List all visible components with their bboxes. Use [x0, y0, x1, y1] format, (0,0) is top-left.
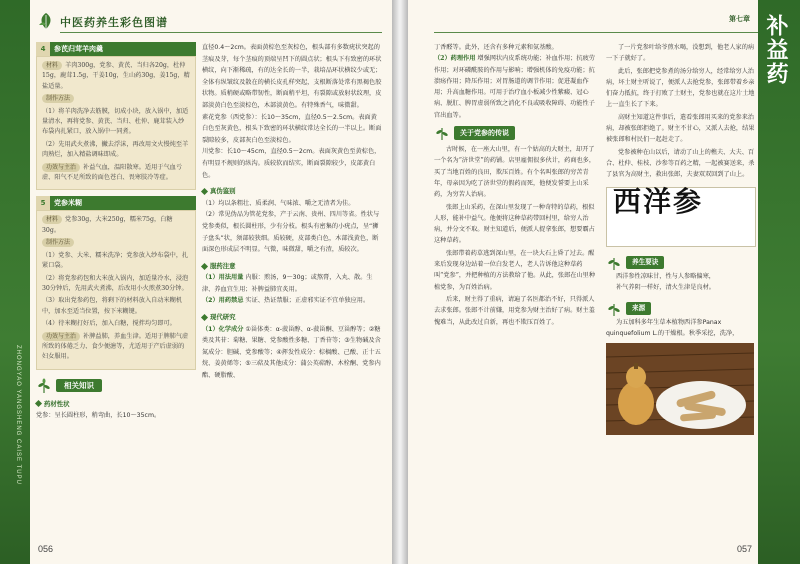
paragraph-3: 川党参：长10～45cm，直径0.5～2cm。表面灰黄色至黄棕色，有明显不规则的纵沟。质较软而结实，断面裂隙较少，皮部黄白色。 [202, 148, 381, 179]
recipe-5-tab [36, 196, 196, 210]
page-number-right: 057 [736, 544, 752, 554]
book-spine [392, 0, 408, 564]
story-continued [606, 42, 756, 181]
story-right-4: 党参被种在山以后，请动了山上的樵夫、大夫、百合、杜仲、桂枝、沙参等百药之精，一起被赛送来，杀了县官为高财主，救出张郎，夫妻双双回到了山上。 [606, 148, 755, 179]
recipe-4-name: 参芪归茸羊肉羹 [54, 45, 103, 53]
recipe-5-method-1: （1）党参、大米、糯米洗净；党参放入纱布袋中，扎紧口袋。 [42, 251, 189, 270]
recipe-5-effect: 补脾益肺，养血生津。适用于脾肺气虚所致的体倦乏力、食少便溏等，尤适用于产后虚弱的妇女服用。 [42, 332, 189, 361]
true-false-title: 真伪鉴别 [210, 187, 236, 196]
usage-1-text: 内服：煎汤，9～30g；或熬膏，入丸、散。生津、养血宜生用；补脾益肺宜炙用。 [202, 274, 373, 293]
continued-text: 丁香醛等。此外，还含有多种元素和氨基酸。 [434, 44, 558, 51]
recipe-4-method-1: （1）将羊肉洗净去筋膜，切成小块，放入锅中，加适量清水，再将党参、黄芪、当归、杜仲、鹿茸装入纱布袋内扎紧口，放入锅中一同煮。 [42, 107, 189, 136]
left-page-right-column [202, 42, 382, 532]
yangsheng-title: 养生要诀 [626, 256, 664, 269]
story-right-2: 此后，张郎把党参煮的汤分给穷人，经常给穷人治病，坏土财主听说了，便派人去抢党参，张郎带着乡亲们奋力抵抗，终于打败了土财主，党参也就在这片土地上一直生长了下来。 [606, 67, 755, 109]
source-head [606, 301, 756, 317]
right-page-right-column [606, 42, 756, 542]
recipe-5-method-3: （3）取出党参药包，将剩下的材料放入自动米糊机中，加水至适当位置，按下米糊键。 [42, 297, 183, 315]
header-rule [60, 32, 382, 33]
page-number-left: 056 [38, 544, 54, 554]
recipe-4-box [36, 56, 196, 190]
modern-subhead [202, 312, 382, 324]
material-pill: 材料 [42, 61, 62, 70]
story-body [434, 144, 598, 328]
identify-subhead [36, 399, 196, 408]
yangsheng-head [606, 255, 756, 271]
true-false-text-2: （2）常见伪品为管花党参，产于云南、贵州、四川等省。性状与党参类似，根长圆柱形，少有分枝。根头有密集的小疣点，呈“狮子盘头”状，须部较狭细。质较硬，皮部类白色，木部浅黄色，断面深色形成层不明显。气微，味微甜，嚼之有渣，质较次。 [202, 211, 380, 254]
recipe-5-method-2: （2）将党参药包和大米放入锅内，加适量冷水，浸泡30分钟后，先用武火煮沸，后改用小火煎煮30分钟。 [42, 274, 189, 292]
story-paragraph-4: 后来，财主得了重病，请遍了名医都治不好，只得派人去求张郎。张郎不计前嫌，用党参为财主治好了病。财主羞愧难当，从此改过自新，再也不欺压百姓了。 [434, 295, 595, 326]
poem-line-2: 补气养阴一样好，清火生津是良材。 [616, 283, 715, 291]
modern-1-text: ①甾体类：α-菠甾醇、α-菠甾酮、豆甾醇等；②糖类及其苷：菊糖、果糖、党参酸性多糖、丁香苷等；③生物碱及含氮成分：胆碱、党参酸等；④挥发性成分：棕榈酸、己酸、正十五烷、姜黄烯等；⑤三萜及其他成分：蒲公英萜醇、木栓酮、党参内酯、硬脂酸、 [202, 325, 381, 380]
leaf-logo-icon [36, 11, 56, 31]
usage-2-text: 实证、热证禁服；正虚邪实证不宜单独应用。 [245, 297, 370, 305]
recipe-4-effect: 补益气血，温阳散寒。适用于气血亏虚、阳气不足所致的面色苍白、畏寒肢冷等症。 [42, 163, 183, 182]
bullet-icon [201, 263, 208, 270]
true-false-text-1: （1）均以条粗壮、质柔润、气味浓、嚼之无渣者为佳。 [202, 199, 355, 207]
pharm-text: 增强网状内皮系统功能；补血作用；抗疲劳作用；对环磷酰胺的作用与影响；增强机体的免疫功能；抗溃疡作用；降压作用；对胃肠道的调节作用；促进凝血作用；升高血糖作用。可用于治疗血小板减少性紫癜、冠心病、脱肛、脾胃虚弱所致之消化不良或吸收障碍、功能性子宫出血等。 [434, 55, 595, 119]
header-rule [434, 32, 758, 33]
story-paragraph-1: 古时候，在一座大山里，有一个姑高的大财主，却开了一个名为“济世堂”的药铺。店里雇佣很多伙计，药商也多，买了当地百姓的良田，欺压百姓。有个名叫张郎的穷苦青年，母亲因为吃了济世堂的假药而死，他便发誓要上山采药，为穷苦人治病。 [434, 146, 596, 199]
source-title: 来源 [626, 302, 651, 315]
identify-title: 药材性状 [44, 399, 70, 408]
herb-name: 西洋参 [613, 184, 704, 218]
ginseng-photo [606, 343, 754, 435]
method-pill: 制作方法 [42, 238, 74, 247]
recipe-4-material: 羊肉300g，党参、黄芪、当归各20g，杜仲15g，鹿茸1.5g，干姜10g，生山药30g，姜15g，精盐适量。 [42, 62, 190, 90]
recipe-4-method-2: （2）先用武火煮沸，撇去浮沫，再改用文火慢炖至羊肉熟烂，加入精盐调味即成。 [42, 140, 189, 159]
related-knowledge-title: 相关知识 [56, 379, 102, 392]
right-header [408, 8, 758, 34]
herb-sprig-icon [606, 255, 622, 271]
bullet-icon [201, 314, 208, 321]
source-text: 为五加科多年生草本植物西洋参Panax quinquefolium L.的干燥根。秋季采挖，洗净， [606, 318, 739, 337]
paragraph-2: 素花党参（西党参）：长10～35cm，直径0.5～2.5cm。表面黄白色至灰黄色，根头下致密的环状横纹常达全长的一半以上。断面裂隙较多，皮部灰白色至淡棕色。 [202, 113, 382, 144]
story-head [434, 125, 598, 141]
story-right-3: 高财主知道这件事后，遣看张郎用买来的党参来治病，却被张郎拒绝了。财主不甘心，又派人去抢，结果被张郎和村民们一起赶走了。 [606, 113, 755, 144]
paragraph-1: 直径0.4～2cm。表面黄棕色至灰棕色，根头部有多数疣状突起的茎痕及芽，每个茎痕的顶端呈凹下的圆点状；根头下有致密的环状横纹，向下渐稀疏，有的达全长的一半，栽培品环状横纹少或无；全体有纵皱纹及散在的横长皮孔样突起，支根断落处常有黑褐色胶状物。质稍硬或略带韧性，断面稍平坦，有裂隙或放射状纹理，皮部淡黄白色至淡棕色，木部淡黄色。有特殊香气，味微甜。 [202, 44, 382, 109]
recipe-4-tab [36, 42, 196, 56]
bullet-icon [35, 400, 42, 407]
identify-text: 党参：呈长圆柱形，稍弯曲，长10～35cm。 [36, 411, 161, 419]
herb-sprig-icon [36, 378, 52, 394]
herb-name-banner [606, 184, 756, 247]
story-paragraph-2: 张郎上山采药，在深山里发现了一种奇特的草药，根似人形，能补中益气。他便将这种草药带回村里，给穷人治病，并分文不取。财主知道后，便派人捉拿张郎，想要霸占这种草药。 [434, 203, 595, 245]
right-page-left-column [434, 42, 598, 542]
recipe-5-number: 5 [36, 196, 50, 210]
herb-sprig-icon [606, 301, 622, 317]
chapter-side-title: 补益药 [763, 14, 789, 86]
right-page [408, 0, 800, 564]
effect-pill: 功效与主治 [42, 163, 80, 172]
effect-pill: 功效与主治 [42, 332, 80, 341]
story-title: 关于党参的传说 [454, 126, 515, 139]
bullet-icon [201, 188, 208, 195]
method-pill: 制作方法 [42, 94, 74, 103]
poem-line-1: 西洋参性凉味甘，性与人参略偏寒， [616, 272, 715, 280]
left-page [0, 0, 392, 564]
herb-sprig-icon [434, 125, 450, 141]
usage-1-label: （1）用法用量 [202, 274, 244, 282]
side-pinyin-text: ZHONGYAO YANGSHENG CAISE TUPU [15, 345, 21, 485]
recipe-4-number: 4 [36, 42, 50, 56]
material-pill: 材料 [42, 215, 62, 224]
usage-subhead [202, 261, 382, 273]
related-knowledge-head [36, 378, 196, 394]
true-false-subhead [202, 186, 382, 198]
recipe-5-name: 党参米糊 [54, 199, 82, 208]
usage-title: 服药注意 [210, 261, 236, 270]
recipe-5-method-4: （4）待米糊打好后，加入白糖，搅拌均匀即可。 [42, 320, 176, 328]
right-side-band [758, 0, 800, 564]
story-right-1: 了一片党参叶给爷煎水喝，没想到，他老人家的病一下子就好了。 [606, 44, 755, 63]
usage-2-label: （2）用药禁忌 [202, 297, 244, 305]
book-title: 中医药养生彩色图谱 [60, 16, 168, 29]
modern-1-label: （1）化学成分 [202, 325, 244, 333]
modern-title: 现代研究 [210, 313, 236, 322]
ginseng-illustration-icon [606, 343, 754, 435]
left-column [36, 42, 196, 532]
story-paragraph-3: 张郎带着药草逃到深山里，在一块大石上昏了过去。醒来后发现身边站着一位白发老人，老人告诉他这种草药叫“党参”，并把种植的方法教给了他。从此，张郎在山里种植党参，为百姓治病。 [434, 249, 596, 291]
left-header [30, 8, 392, 34]
pharm-label: （2）药理作用 [434, 55, 476, 63]
chapter-label: 第七章 [729, 15, 750, 23]
recipe-5-box [36, 210, 196, 369]
left-side-band [0, 0, 30, 564]
recipe-5-material: 党参30g，大米250g，糯米75g，白糖30g。 [42, 216, 173, 234]
